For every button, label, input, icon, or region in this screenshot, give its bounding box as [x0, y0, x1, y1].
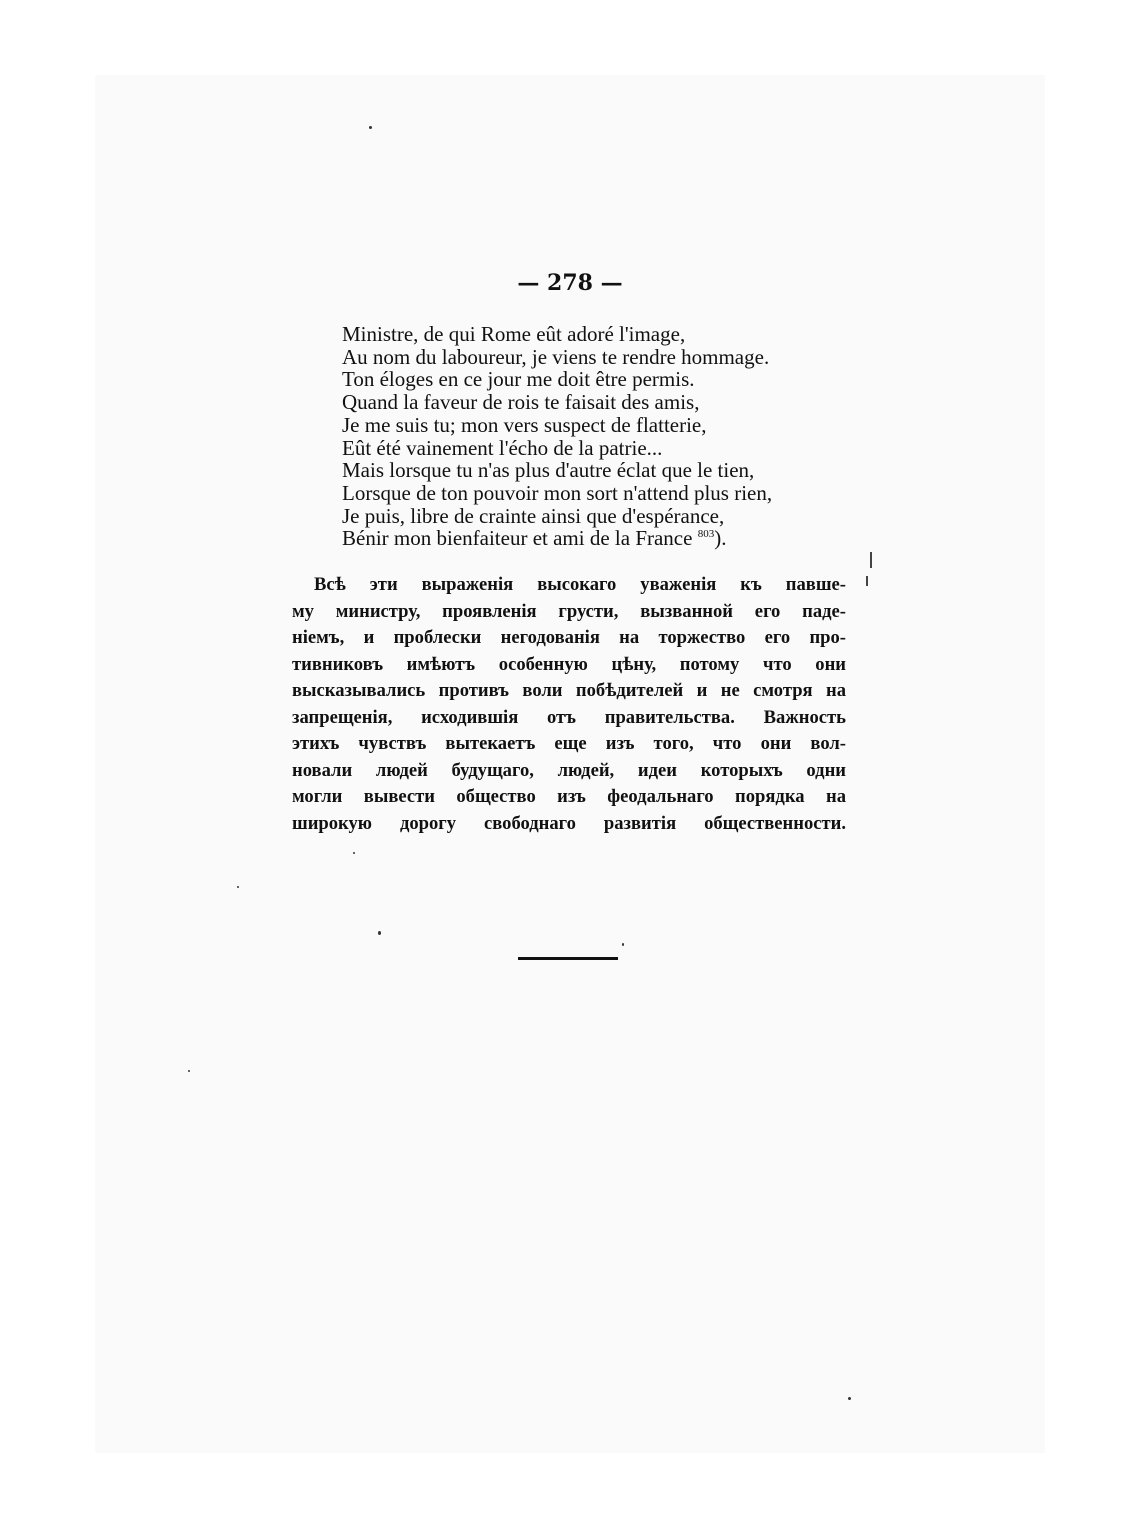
- scan-mark: [866, 576, 868, 586]
- prose-line: ніемъ, и проблески негодованія на торжество его про-: [292, 627, 846, 648]
- poem-closing: ).: [714, 526, 727, 551]
- scan-speck: [353, 852, 355, 854]
- poem-line: Lorsque de ton pouvoir mon sort n'attend plus rien,: [342, 480, 773, 505]
- poem-line-text: Bénir mon bienfaiteur et ami de la France: [342, 526, 693, 551]
- scan-speck: [188, 1070, 190, 1072]
- prose-line: му министру, проявленія грусти, вызванной его паде-: [292, 600, 846, 622]
- poem-line: Ton éloges en ce jour me doit être permis.: [342, 367, 695, 392]
- scan-speck: [237, 886, 239, 888]
- poem-line: Je puis, libre de crainte ainsi que d'espérance,: [342, 503, 725, 528]
- scan-speck: [848, 1397, 851, 1400]
- poem-line-last: [342, 527, 862, 550]
- scan-speck: [622, 943, 624, 946]
- prose-line: новали людей будущаго, людей, идеи которыхъ одни: [292, 759, 846, 781]
- poem-line: Ministre, de qui Rome eût adoré l'image,: [342, 322, 686, 346]
- prose-line: Всѣ эти выраженія высокаго уваженія къ павше-: [314, 574, 846, 595]
- scan-speck: [369, 126, 372, 129]
- prose-line: высказывались противъ воли побѣдителей и не смотря на: [292, 680, 846, 701]
- prose-line: этихъ чувствъ вытекаетъ еще изъ того, что они вол-: [292, 733, 846, 754]
- prose-line: тивниковъ имѣютъ особенную цѣну, потому что они: [292, 653, 846, 675]
- poem-line: Quand la faveur de rois te faisait des amis,: [342, 390, 700, 415]
- prose-line: широкую дорогу свободнаго развитія общественности.: [292, 812, 846, 834]
- prose-line: могли вывести общество изъ феодальнаго порядка на: [292, 786, 846, 807]
- scan-speck: [378, 931, 381, 935]
- poem-line: Je me suis tu; mon vers suspect de flatterie,: [342, 412, 707, 437]
- scan-mark: [870, 552, 872, 568]
- section-divider: [518, 957, 618, 960]
- poem-line: Au nom du laboureur, je viens te rendre hommage.: [342, 344, 770, 369]
- poem-block: [342, 323, 862, 550]
- page-number: — 278 —: [517, 270, 623, 296]
- prose-line: запрещенія, исходившія отъ правительства. Важность: [292, 706, 846, 728]
- poem-line: Mais lorsque tu n'as plus d'autre éclat que le tien,: [342, 458, 755, 483]
- prose-paragraph: [292, 572, 846, 837]
- footnote-reference: 803: [697, 528, 715, 541]
- poem-line: Eût été vainement l'écho de la patrie...: [342, 435, 663, 460]
